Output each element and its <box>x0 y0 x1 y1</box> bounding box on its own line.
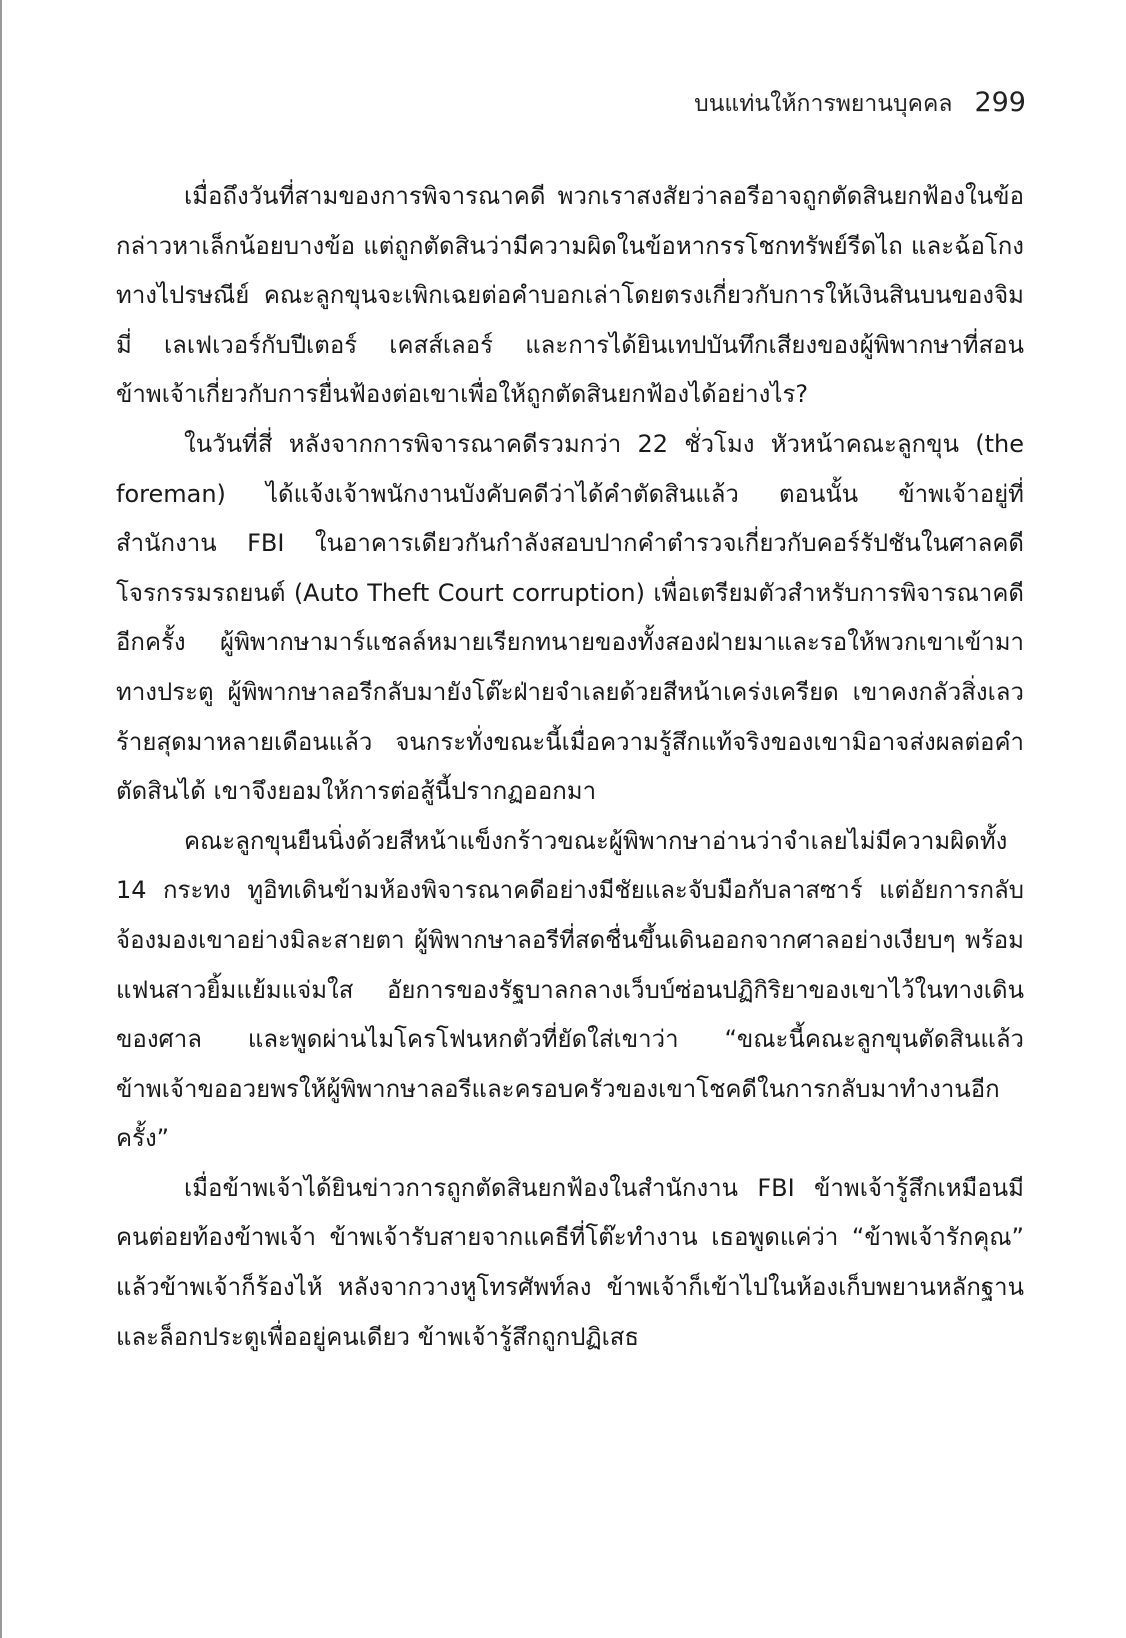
running-head <box>694 86 1026 122</box>
page-number: 299 <box>974 87 1026 118</box>
chapter-title: บนแท่นให้การพยานบุคคล <box>694 91 953 117</box>
paragraph-1: เมื่อถึงวันที่สามของการพิจารณาคดี พวกเราสงสัยว่าลอรีอาจถูกตัดสินยกฟ้องในข้อกล่าวหาเล็กน้อยบางข้อ แต่ถูกตัดสินว่ามีความผิดในข้อหากรรโชกทรัพย์รีดไถ และฉ้อโกงทางไปรษณีย์ คณะลูกขุนจะเพิกเฉยต่อคำบอกเล่าโดยตรงเกี่ยวกับการให้เงินสินบนของจิมมี่ เลเฟเวอร์กับปีเตอร์ เคสส์เลอร์ และการได้ยินเทปบันทึกเสียงของผู้พิพากษาที่สอนข้าพเจ้าเกี่ยวกับการยื่นฟ้องต่อเขาเพื่อให้ถูกตัดสินยกฟ้องได้อย่างไร? <box>116 182 1024 409</box>
body-text <box>116 172 1024 1362</box>
paragraph-4: เมื่อข้าพเจ้าได้ยินข่าวการถูกตัดสินยกฟ้องในสำนักงาน FBI ข้าพเจ้ารู้สึกเหมือนมีคนต่อยท้องข้าพเจ้า ข้าพเจ้ารับสายจากแคธีที่โต๊ะทำงาน เธอพูดแค่ว่า “ข้าพเจ้ารักคุณ” แล้วข้าพเจ้าก็ร้องไห้ หลังจากวางหูโทรศัพท์ลง ข้าพเจ้าก็เข้าไปในห้องเก็บพยานหลักฐานและล็อกประตูเพื่ออยู่คนเดียว ข้าพเจ้ารู้สึกถูกปฏิเสธ <box>116 1173 1024 1351</box>
paragraph-2: ในวันที่สี่ หลังจากการพิจารณาคดีรวมกว่า 22 ชั่วโมง หัวหน้าคณะลูกขุน (the foreman) ได้แจ้งเจ้าพนักงานบังคับคดีว่าได้คำตัดสินแล้ว ตอนนั้น ข้าพเจ้าอยู่ที่สำนักงาน FBI ในอาคารเดียวกันกำลังสอบปากคำตำรวจเกี่ยวกับคอร์รัปชันในศาลคดีโจรกรรมรถยนต์ (Auto Theft Court corruption) เพื่อเตรียมตัวสำหรับการพิจารณาคดีอีกครั้ง ผู้พิพากษามาร์แชลล์หมายเรียกทนายของทั้งสองฝ่ายมาและรอให้พวกเขาเข้ามาทางประตู ผู้พิพากษาลอรีกลับมายังโต๊ะฝ่ายจำเลยด้วยสีหน้าเคร่งเครียด เขาคงกลัวสิ่งเลวร้ายสุดมาหลายเดือนแล้ว จนกระทั่งขณะนี้เมื่อความรู้สึกแท้จริงของเขามิอาจส่งผลต่อคำตัดสินได้ เขาจึงยอมให้การต่อสู้นี้ปรากฏออกมา <box>116 429 1024 806</box>
paragraph-3: คณะลูกขุนยืนนิ่งด้วยสีหน้าแข็งกร้าวขณะผู้พิพากษาอ่านว่าจำเลยไม่มีความผิดทั้ง 14 กระทง ทูอิทเดินข้ามห้องพิจารณาคดีอย่างมีชัยและจับมือกับลาสซาร์ แต่อัยการกลับจ้องมองเขาอย่างมิละสายตา ผู้พิพากษาลอรีที่สดชื่นขึ้นเดินออกจากศาลอย่างเงียบๆ พร้อมแฟนสาวยิ้มแย้มแจ่มใส อัยการของรัฐบาลกลางเว็บบ์ซ่อนปฏิกิริยาของเขาไว้ในทางเดินของศาล และพูดผ่านไมโครโฟนหกตัวที่ยัดใส่เขาว่า “ขณะนี้คณะลูกขุนตัดสินแล้ว ข้าพเจ้าขออวยพรให้ผู้พิพากษาลอรีและครอบครัวของเขาโชคดีในการกลับมาทำงานอีกครั้ง” <box>116 826 1024 1153</box>
